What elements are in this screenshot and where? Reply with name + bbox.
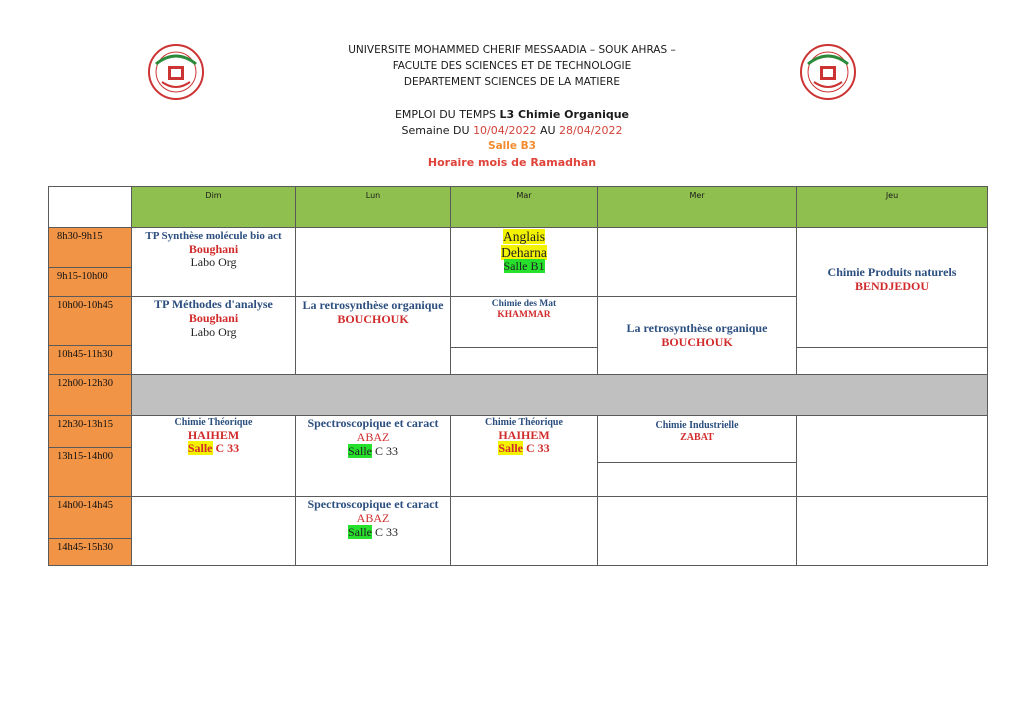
time-slot: 14h45-15h30 <box>48 538 132 566</box>
course-title: La retrosynthèse organique <box>626 321 768 335</box>
time-slot: 12h00-12h30 <box>48 374 132 416</box>
time-slot: 10h00-10h45 <box>48 296 132 346</box>
course-title: Spectroscopique et caract <box>307 497 439 511</box>
course-mar-2 <box>455 299 593 321</box>
day-header-mer: Mer <box>597 186 797 228</box>
slot-jeu-3 <box>796 415 988 497</box>
slot-jeu-4 <box>796 496 988 566</box>
course-dim-3 <box>136 417 291 456</box>
course-teacher: ABAZ <box>356 510 390 525</box>
slot-mer-1 <box>597 227 797 297</box>
time-slot: 8h30-9h15 <box>48 227 132 268</box>
course-dim-2 <box>136 298 291 339</box>
corner-cell <box>48 186 132 228</box>
slot-mar-2b <box>450 347 598 375</box>
course-teacher <box>455 245 593 261</box>
slot-mar-4 <box>450 496 598 566</box>
course-teacher: HAIHEM <box>187 427 240 442</box>
course-title: Chimie Industrielle <box>655 420 739 431</box>
course-room <box>455 442 593 456</box>
course-room: Labo Org <box>190 255 237 270</box>
course-title: Chimie Produits naturels <box>827 265 957 279</box>
course-lun-4 <box>300 498 446 539</box>
slot-lun-1 <box>295 227 451 297</box>
week-end: 28/04/2022 <box>559 124 623 137</box>
room-number: C 33 <box>212 441 240 456</box>
course-teacher: Boughani <box>188 310 239 325</box>
room-number: C 33 <box>371 524 398 539</box>
course-dim-1 <box>136 230 291 270</box>
time-slot: 13h15-14h00 <box>48 447 132 497</box>
course-teacher: BENDJEDOU <box>854 278 929 293</box>
week-mid: AU <box>536 124 560 137</box>
course-title <box>455 229 593 245</box>
course-mer-3 <box>602 420 792 443</box>
course-title: TP Synthèse molécule bio act <box>145 230 282 242</box>
schedule-note: Horaire mois de Ramadhan <box>427 156 597 169</box>
course-room <box>455 260 593 274</box>
course-room <box>300 526 446 540</box>
schedule-title-program: L3 Chimie Organique <box>499 108 630 121</box>
time-slot: 12h30-13h15 <box>48 415 132 448</box>
course-room <box>300 445 446 459</box>
course-title: Chimie Théorique <box>174 417 253 428</box>
course-room <box>136 442 291 456</box>
slot-mer-3b <box>597 462 797 497</box>
course-lun-3 <box>300 417 446 458</box>
course-teacher: ZABAT <box>680 431 714 443</box>
day-header-dim: Dim <box>131 186 296 228</box>
course-room-text: Salle B1 <box>503 259 545 274</box>
course-teacher: ABAZ <box>356 429 390 444</box>
schedule-title-prefix: EMPLOI DU TEMPS <box>394 108 500 121</box>
week-prefix: Semaine DU <box>401 124 474 137</box>
course-teacher-text: Deharna <box>501 244 547 260</box>
course-title: Chimie des Mat <box>491 299 557 309</box>
day-header-mar: Mar <box>450 186 598 228</box>
course-teacher: HAIHEM <box>498 427 550 442</box>
day-header-lun: Lun <box>295 186 451 228</box>
course-teacher: BOUCHOUK <box>661 334 733 349</box>
slot-dim-4 <box>131 496 296 566</box>
room-highlight: Salle <box>187 441 213 456</box>
timetable <box>48 186 988 566</box>
time-slot: 14h00-14h45 <box>48 496 132 539</box>
time-slot: 10h45-11h30 <box>48 345 132 375</box>
room-number: C 33 <box>523 441 550 456</box>
course-title: Chimie Théorique <box>485 417 563 428</box>
room-number: C 33 <box>371 443 398 458</box>
week-range <box>0 124 1024 137</box>
course-mer-2 <box>602 322 792 350</box>
course-teacher: BOUCHOUK <box>337 311 409 326</box>
slot-jeu-1b <box>796 347 988 375</box>
course-room: Labo Org <box>190 324 237 339</box>
course-lun-2 <box>300 299 446 327</box>
course-teacher: Boughani <box>188 241 239 256</box>
department-name: DEPARTEMENT SCIENCES DE LA MATIERE <box>403 76 621 88</box>
slot-mer-4 <box>597 496 797 566</box>
room-label: Salle B3 <box>488 140 536 152</box>
break-row <box>131 374 988 416</box>
room-highlight: Salle <box>498 441 523 456</box>
room-highlight: Salle <box>347 524 372 539</box>
course-title: Spectroscopique et caract <box>307 416 439 430</box>
course-mar-1 <box>455 229 593 274</box>
course-jeu-1 <box>801 266 983 294</box>
university-name: UNIVERSITE MOHAMMED CHERIF MESSAADIA – SOUK AHRAS – <box>348 44 676 56</box>
week-start: 10/04/2022 <box>473 124 537 137</box>
room-highlight: Salle <box>347 443 372 458</box>
time-slot: 9h15-10h00 <box>48 267 132 297</box>
course-title-text: Anglais <box>503 229 545 244</box>
faculty-name: FACULTE DES SCIENCES ET DE TECHNOLOGIE <box>392 60 632 72</box>
course-mar-3 <box>455 417 593 456</box>
schedule-title <box>0 108 1024 121</box>
day-header-jeu: Jeu <box>796 186 988 228</box>
course-title: TP Méthodes d'analyse <box>154 297 273 311</box>
course-teacher: KHAMMAR <box>497 309 551 320</box>
course-title: La retrosynthèse organique <box>302 298 444 312</box>
